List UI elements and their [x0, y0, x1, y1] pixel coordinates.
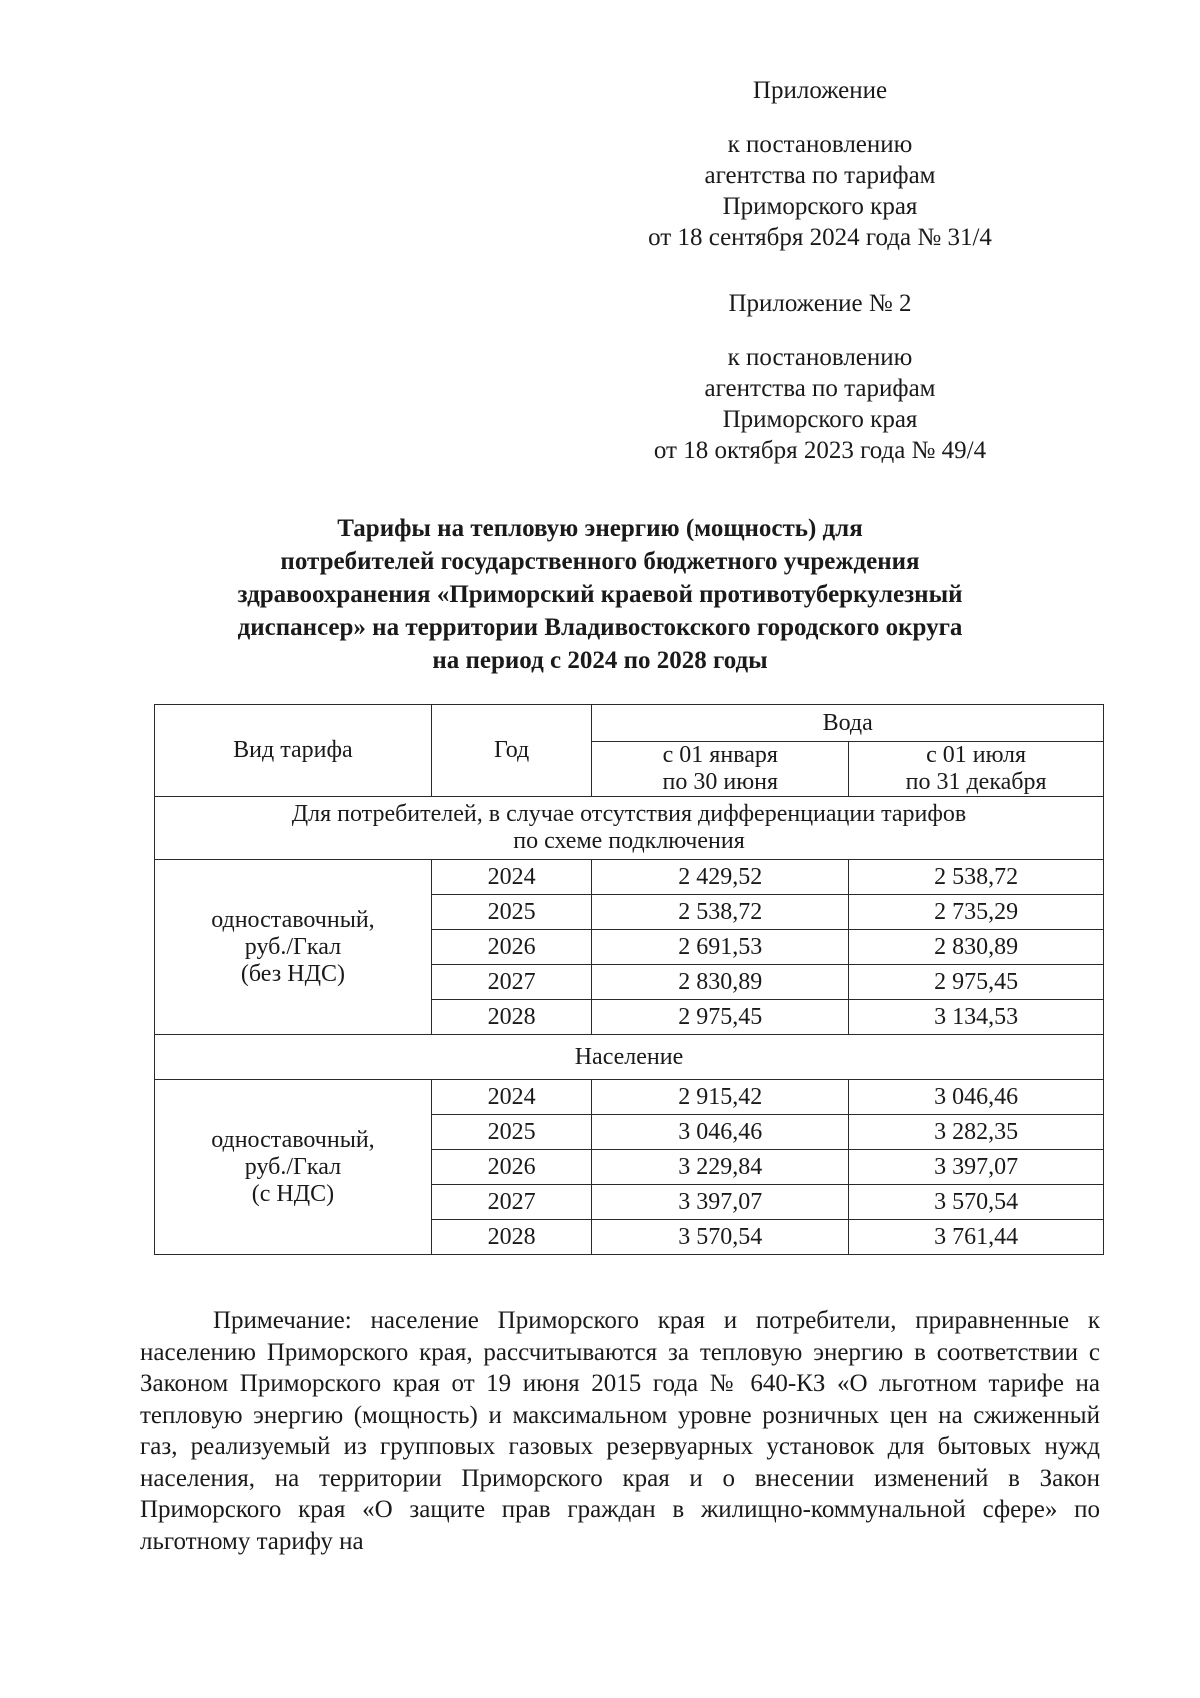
appendix-reference	[620, 342, 1020, 466]
year-cell: 2026	[431, 1150, 592, 1185]
tariff-value-h1: 3 570,54	[592, 1220, 849, 1255]
tariff-value-h1: 2 915,42	[592, 1080, 849, 1115]
tariff-value-h1: 2 538,72	[592, 895, 849, 930]
tariff-value-h1: 3 397,07	[592, 1185, 849, 1220]
year-cell: 2024	[431, 860, 592, 895]
document-title	[120, 512, 1080, 677]
table-row	[155, 860, 1104, 895]
tariff-value-h1: 2 429,52	[592, 860, 849, 895]
column-header-year: Год	[431, 705, 592, 797]
tariff-table	[154, 704, 1104, 1255]
tariff-value-h2: 3 282,35	[849, 1115, 1104, 1150]
appendix-line: агентства по тарифам	[704, 375, 936, 402]
section-header-population: Население	[155, 1035, 1104, 1080]
tariff-value-h1: 2 691,53	[592, 930, 849, 965]
tariff-kind-cell	[155, 1080, 432, 1255]
appendix-date-line: от 18 октября 2023 года № 49/4	[653, 437, 987, 464]
appendix-line: Приморского края	[722, 193, 918, 220]
period-line: по 30 июня	[662, 769, 779, 795]
year-cell: 2028	[431, 1220, 592, 1255]
tariff-kind-line: одноставочный,	[211, 1126, 375, 1153]
appendix-heading: Приложение № 2	[728, 290, 912, 317]
tariff-value-h2: 2 735,29	[849, 895, 1104, 930]
tariff-value-h2: 2 975,45	[849, 965, 1104, 1000]
tariff-value-h2: 3 134,53	[849, 1000, 1104, 1035]
tariff-value-h1: 2 975,45	[592, 1000, 849, 1035]
tariff-kind-line: руб./Гкал	[244, 1153, 342, 1180]
tariff-kind-line: (с НДС)	[251, 1180, 335, 1207]
period-line: по 31 декабря	[905, 769, 1047, 795]
appendix-block-2	[620, 288, 1020, 466]
tariff-value-h1: 2 830,89	[592, 965, 849, 1000]
note-paragraph: Примечание: население Приморского края и потребители, приравненные к населению Приморского края, рассчитываются за тепловую энергию в соответствии с Законом Приморского края от 19 июня 2015 года № 640-КЗ «О льготном тарифе на тепловую энергию (мощность) и максимальном уровне розничных цен на сжиженный газ, реализуемый из групповых газовых резервуарных установок для бытовых нужд населения, на территории Приморского края и о внесении изменений в Закон Приморского края «О защите прав граждан в жилищно-коммунальной сфере» по льготному тарифу на	[140, 1307, 1100, 1555]
column-header-tariff-type: Вид тарифа	[155, 705, 432, 797]
year-cell: 2025	[431, 1115, 592, 1150]
year-cell: 2028	[431, 1000, 592, 1035]
tariff-kind-line: руб./Гкал	[244, 933, 342, 960]
tariff-value-h2: 2 538,72	[849, 860, 1104, 895]
title-line: диспансер» на территории Владивостокского городского округа	[237, 614, 963, 641]
tariff-kind-line: (без НДС)	[240, 960, 345, 987]
year-cell: 2024	[431, 1080, 592, 1115]
section-header-consumers	[155, 797, 1104, 860]
tariff-value-h1: 3 046,46	[592, 1115, 849, 1150]
column-header-period-2	[849, 742, 1104, 797]
title-line: здравоохранения «Приморский краевой противотуберкулезный	[237, 581, 963, 608]
tariff-value-h2: 3 397,07	[849, 1150, 1104, 1185]
tariff-value-h2: 3 761,44	[849, 1220, 1104, 1255]
tariff-value-h1: 3 229,84	[592, 1150, 849, 1185]
appendix-line: к постановлению	[727, 344, 913, 371]
title-line: Тарифы на тепловую энергию (мощность) для	[337, 515, 863, 542]
tariff-value-h2: 2 830,89	[849, 930, 1104, 965]
year-cell: 2025	[431, 895, 592, 930]
year-cell: 2027	[431, 1185, 592, 1220]
section-title-line: по схеме подключения	[513, 828, 745, 854]
title-line: на период с 2024 по 2028 годы	[432, 647, 768, 674]
period-line: с 01 января	[662, 742, 778, 768]
year-cell: 2026	[431, 930, 592, 965]
appendix-line: агентства по тарифам	[704, 162, 936, 189]
tariff-kind-line: одноставочный,	[211, 906, 375, 933]
appendix-block-1	[620, 75, 1020, 253]
appendix-line: Приморского края	[722, 406, 918, 433]
year-cell: 2027	[431, 965, 592, 1000]
tariff-kind-cell	[155, 860, 432, 1035]
tariff-value-h2: 3 570,54	[849, 1185, 1104, 1220]
period-line: с 01 июля	[926, 742, 1026, 768]
appendix-line: к постановлению	[727, 131, 913, 158]
column-header-period-1	[592, 742, 849, 797]
tariff-value-h2: 3 046,46	[849, 1080, 1104, 1115]
title-line: потребителей государственного бюджетного учреждения	[280, 548, 920, 575]
appendix-reference	[620, 129, 1020, 253]
section-title-line: Для потребителей, в случае отсутствия дифференциации тарифов	[291, 801, 967, 827]
appendix-heading: Приложение	[752, 77, 888, 104]
column-group-header-water: Вода	[592, 705, 1104, 742]
table-row	[155, 1080, 1104, 1115]
appendix-date-line: от 18 сентября 2024 года № 31/4	[648, 224, 992, 251]
